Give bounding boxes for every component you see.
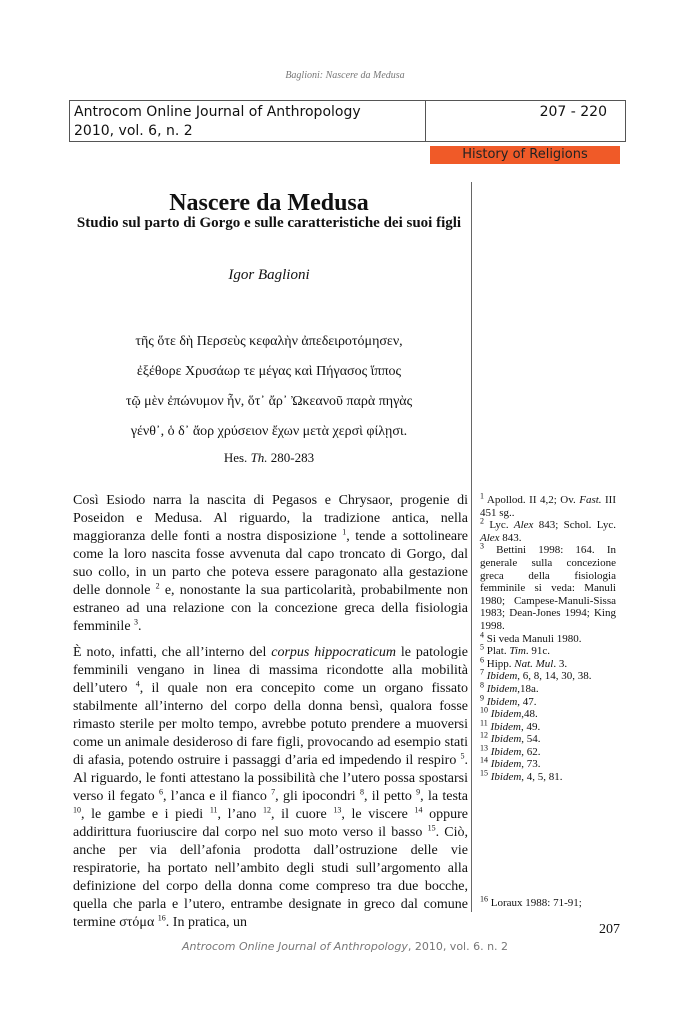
footnote-ref-14[interactable]: 14 bbox=[414, 805, 423, 815]
paragraph-1: Così Esiodo narra la nascita di Pegasos e Chrysaor, progenie di Poseidon e Medusa. Al riguardo, la tradizione antica, nella maggioranza delle fonti a nostra disposizione $^1$, tende a sottolineare come la loro nascita fosse avvenuta dal capo troncato di Gorgo, dal suo collo, in un parto che poteva essere paragonato alla gestazione delle donnole $^2$ e, nonostante la sua particolarità, probabilmente non estraneo ad una relazione con la concezione greca della fisiologia femminile $^3$. bbox=[73, 493, 469, 634]
footnote-ref-4[interactable]: 4 bbox=[135, 679, 140, 689]
page-range: 207 - 220 bbox=[539, 104, 607, 120]
footnote-9: $^9$ Ibidem, 47. bbox=[480, 692, 537, 708]
journal-volume: 2010, vol. 6, n. 2 bbox=[74, 123, 193, 139]
footnote-6: $^6$ Hipp. Nat. Mul. 3. bbox=[480, 655, 568, 670]
footnote-ref-8[interactable]: 8 bbox=[359, 787, 364, 797]
journal-name: Antrocom Online Journal of Anthropology bbox=[74, 104, 361, 120]
footnote-ref-11[interactable]: 11 bbox=[209, 805, 218, 815]
citation-work: Th. bbox=[250, 450, 268, 465]
verse-line-1: τῆς ὅτε δὴ Περσεὺς κεφαλὴν ἀπεδειροτόμησεν, bbox=[135, 334, 403, 349]
footnote-ref-7[interactable]: 7 bbox=[271, 787, 276, 797]
footnote-15: $^{15}$ Ibidem, 4, 5, 81. bbox=[480, 768, 563, 784]
footnote-1: $^1$ Apollod. II 4,2; Ov. Fast. III 451 sg.. bbox=[480, 491, 616, 519]
footnote-10: $^{10}$ Ibidem,48. bbox=[480, 705, 538, 721]
verse-line-2: ἐξέθορε Χρυσάωρ τε μέγας καὶ Πήγασος ἵππος bbox=[136, 364, 402, 379]
citation-lines: 280-283 bbox=[270, 450, 315, 465]
footnote-ref-2[interactable]: 2 bbox=[155, 581, 160, 591]
footnote-ref-1[interactable]: 1 bbox=[342, 527, 347, 537]
side-notes bbox=[480, 491, 617, 784]
footnote-7: $^7$ Ibidem, 6, 8, 14, 30, 38. bbox=[480, 667, 592, 683]
journal-info-box bbox=[69, 100, 626, 142]
section-tag: History of Religions bbox=[430, 146, 620, 164]
verse-line-3: τῷ μὲν ἐπώνυμον ἦν, ὅτ᾿ ἄρ᾿ Ὠκεανοῦ παρὰ πηγὰς bbox=[125, 394, 413, 409]
footnote-8: $^8$ Ibidem,18a. bbox=[480, 680, 539, 695]
footnote-16: $^{16}$ Loraux 1988: 71-91; bbox=[480, 894, 582, 909]
footnote-11: $^{11}$ Ibidem, 49. bbox=[480, 718, 541, 733]
footnote-14: $^{14}$ Ibidem, 73. bbox=[480, 755, 541, 771]
body-text bbox=[73, 492, 468, 940]
footnote-13: $^{13}$ Ibidem, 62. bbox=[480, 743, 541, 758]
page-number: 207 bbox=[599, 922, 620, 937]
footnote-12: $^{12}$ Ibidem, 54. bbox=[480, 730, 541, 746]
footer-journal: Antrocom Online Journal of Anthropology bbox=[181, 940, 408, 953]
journal-info-left bbox=[70, 101, 426, 141]
footnote-ref-13[interactable]: 13 bbox=[333, 805, 342, 815]
footnote-3: $^3$ Bettini 1998: 164. In generale sulla concezione greca della fisiologia femminile si veda: Manuli 1980; Campese-Manuli-Sissa 1983; Dean-Jones 1994; King 1998. bbox=[480, 541, 616, 632]
paragraph-2: È noto, infatti, che all’interno del corpus hippocraticum le patologie femminili vengano in linea di massima ricondotte alla mobilità dell’utero $^4$, il quale non era concepito come un organo fissato stabilmente all’interno del corpo della donna bensì, qualora fosse rimasto sterile per molto tempo, avrebbe potuto prendere a muoversi come un animale desideroso di fare figli, provocando ad esempio stati di afasia, potendo ostruire i passaggi d’aria ed impedendo il respiro $^5$. Al riguardo, le fonti attestano la possibilità che l’utero possa spostarsi verso il fegato $^6$, l’anca e il fianco $^7$, gli ipocondri $^8$, il petto $^9$, la testa $^{10}$, le gambe e i piedi $^{11}$, l’ano $^{12}$, il cuore $^{13}$, le viscere $^{14}$ oppure addirittura fuoriuscire dal corpo nel suo moto verso il basso $^{15}$. Ciò, anche per via dell’afonia prodotta dall’ostruzione delle vie respiratorie, ha portato nell’ambito degli studi sull’argomento alla definizione del corpo della donna come compreso tra due bocche, quella che parla e l’utero, entrambe designate in greco dal comune termine στόμα $^{16}$. In pratica, un bbox=[73, 645, 469, 930]
citation-author: Hes. bbox=[223, 450, 248, 465]
footnote-5: $^5$ Plat. Tim. 91c. bbox=[480, 642, 551, 658]
verse-line-4: γένθ᾿, ὁ δ᾿ ἄορ χρύσειον ἔχων μετὰ χερσὶ φίλῃσι. bbox=[130, 424, 408, 439]
footnote-2: $^2$ Lyc. Alex 843; Schol. Lyc. Alex 843. bbox=[480, 516, 617, 544]
verse-citation bbox=[69, 450, 469, 466]
article-subtitle: Studio sul parto di Gorgo e sulle caratteristiche dei suoi figli bbox=[76, 215, 462, 231]
page-footer bbox=[0, 940, 690, 953]
footnote-ref-16[interactable]: 16 bbox=[157, 913, 166, 923]
footnote-ref-5[interactable]: 5 bbox=[460, 751, 465, 761]
footnote-ref-6[interactable]: 6 bbox=[158, 787, 163, 797]
footnote-ref-12[interactable]: 12 bbox=[263, 805, 272, 815]
article-author: Igor Baglioni bbox=[228, 267, 310, 283]
article-title: Nascere da Medusa bbox=[169, 190, 369, 216]
footnote-4: $^4$ Si veda Manuli 1980. bbox=[480, 629, 582, 645]
footer-volume: , 2010, vol. 6. n. 2 bbox=[407, 940, 509, 953]
footnote-ref-9[interactable]: 9 bbox=[416, 787, 421, 797]
footnote-ref-15[interactable]: 15 bbox=[427, 823, 436, 833]
running-head: Baglioni: Nascere da Medusa bbox=[285, 70, 405, 81]
column-divider bbox=[471, 182, 472, 912]
footnote-ref-3[interactable]: 3 bbox=[134, 617, 139, 627]
footnote-ref-10[interactable]: 10 bbox=[73, 805, 81, 815]
